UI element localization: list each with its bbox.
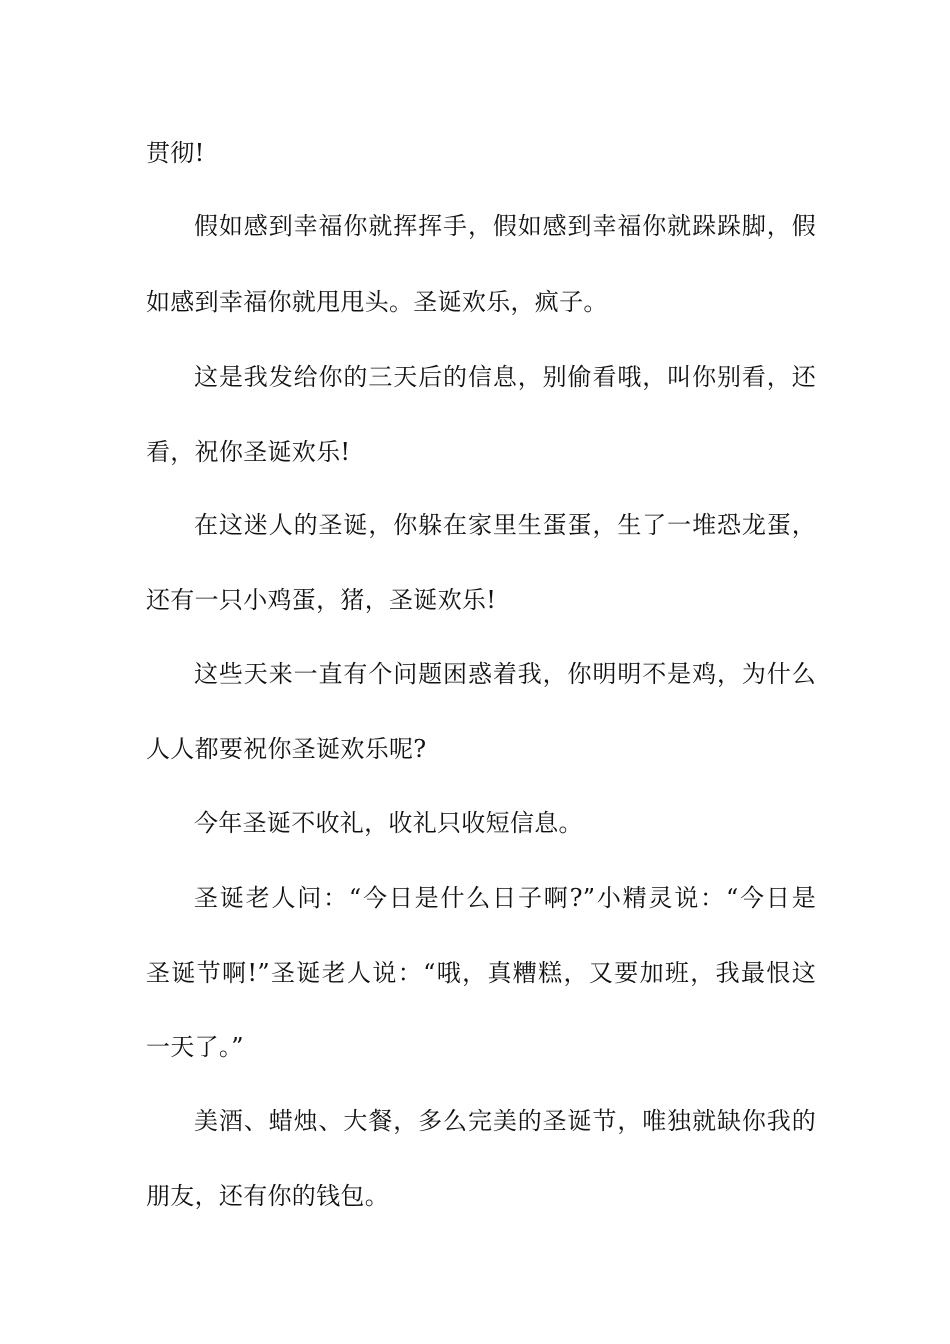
text-line-9: 人人都要祝你圣诞欢乐呢? (146, 735, 427, 763)
text-line-3: 如感到幸福你就甩甩头。圣诞欢乐，疯子。 (146, 288, 608, 316)
text-line-2: 假如感到幸福你就挥挥手，假如感到幸福你就跺跺脚，假 (194, 212, 816, 240)
text-line-7: 还有一只小鸡蛋，猪，圣诞欢乐! (146, 586, 497, 614)
text-line-11: 圣诞老人问：“今日是什么日子啊?”小精灵说：“今日是 (194, 884, 816, 912)
text-line-5: 看，祝你圣诞欢乐! (146, 438, 351, 466)
text-line-1: 贯彻! (146, 139, 205, 167)
text-line-10: 今年圣诞不收礼，收礼只收短信息。 (194, 809, 583, 837)
text-line-14: 美酒、蜡烛、大餐，多么完美的圣诞节，唯独就缺你我的 (194, 1107, 816, 1135)
text-line-8: 这些天来一直有个问题困惑着我，你明明不是鸡，为什么 (194, 660, 816, 688)
text-line-15: 朋友，还有你的钱包。 (146, 1182, 389, 1210)
text-line-4: 这是我发给你的三天后的信息，别偷看哦，叫你别看，还 (194, 363, 816, 391)
text-line-6: 在这迷人的圣诞，你躲在家里生蛋蛋，生了一堆恐龙蛋， (194, 511, 816, 539)
text-line-13: 一天了。” (146, 1033, 244, 1061)
text-line-12: 圣诞节啊!”圣诞老人说：“哦，真糟糕，又要加班，我最恨这 (146, 959, 816, 987)
